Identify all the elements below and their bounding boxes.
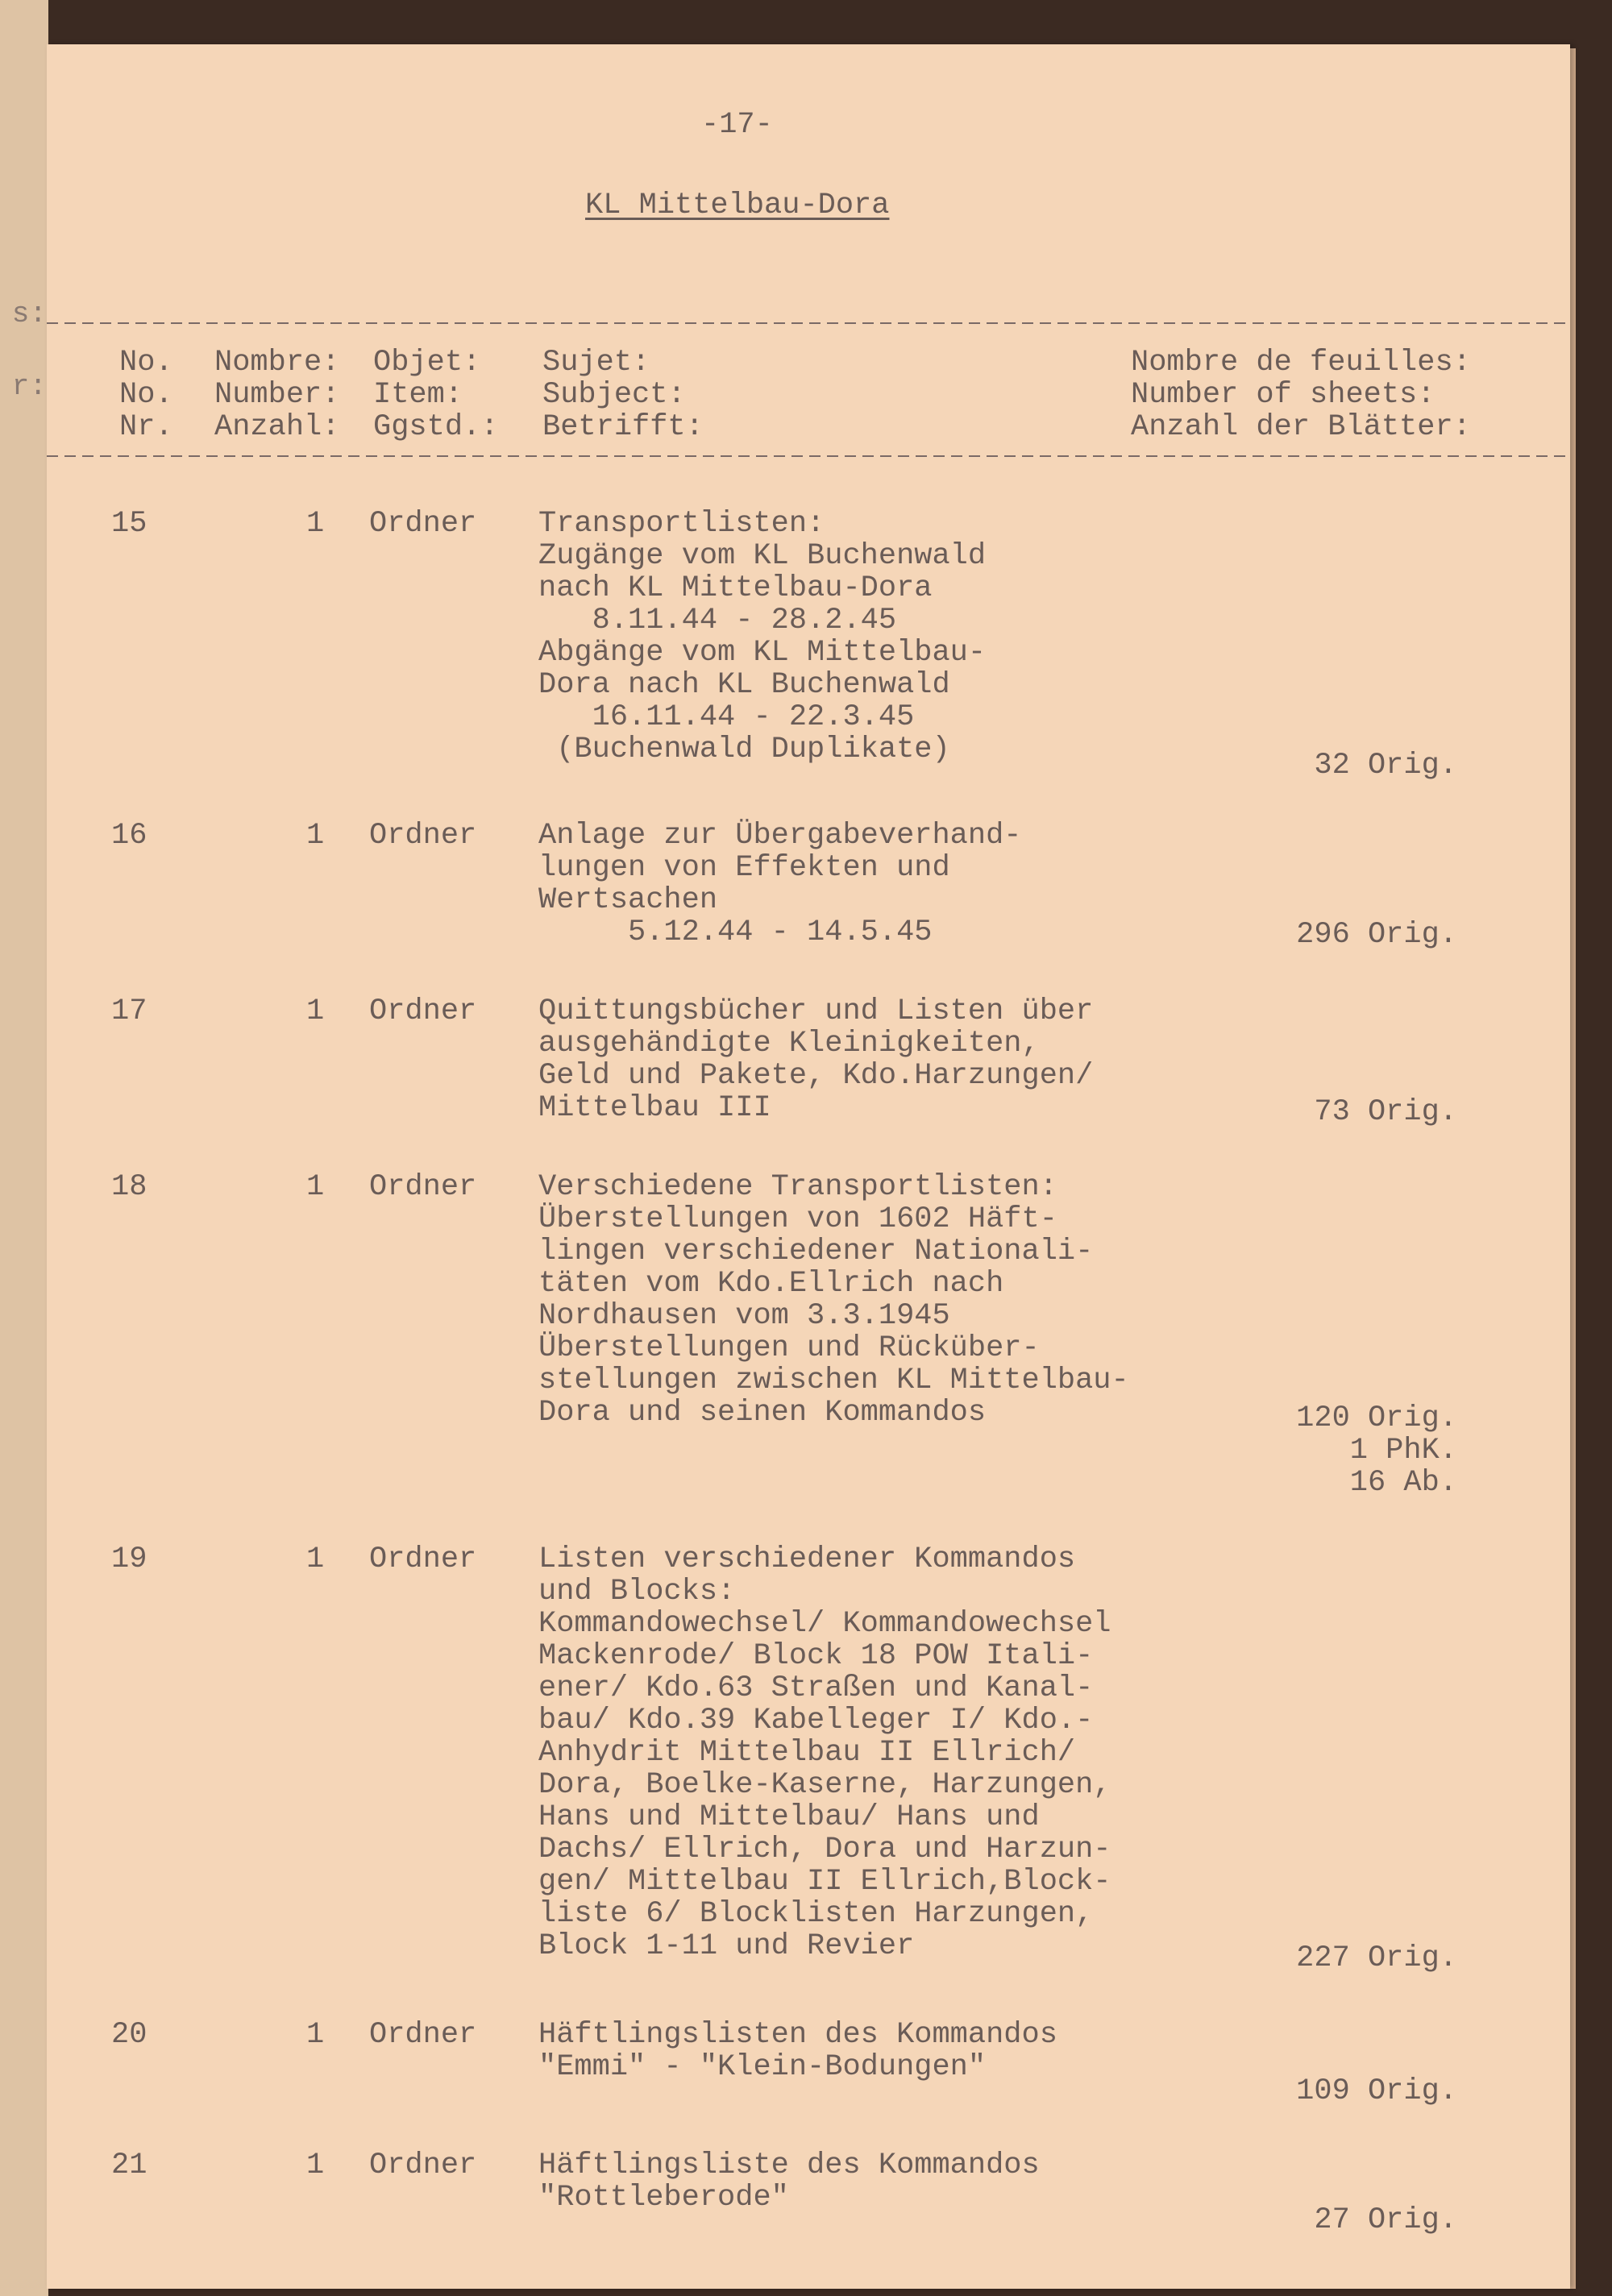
row-subject-line: (Buchenwald Duplikate) bbox=[538, 733, 950, 766]
row-sheets: 227 Orig. bbox=[1296, 1941, 1457, 1975]
row-sheets: 296 Orig. bbox=[1296, 918, 1457, 952]
row-subject-line: und Blocks: bbox=[538, 1575, 736, 1609]
header-no-fr: No. bbox=[119, 346, 173, 380]
row-subject-line: bau/ Kdo.39 Kabelleger I/ Kdo.- bbox=[538, 1704, 1094, 1738]
row-number: 18 bbox=[111, 1170, 147, 1204]
row-subject-line: Überstellungen und Rücküber- bbox=[538, 1331, 1040, 1365]
row-subject-line: Anlage zur Übergabeverhand- bbox=[538, 819, 1022, 853]
header-count-en: Number: bbox=[214, 378, 340, 412]
header-sheets-fr: Nombre de feuilles: bbox=[1131, 346, 1471, 380]
header-subject-fr: Sujet: bbox=[542, 346, 650, 380]
row-item: Ordner bbox=[369, 2149, 477, 2182]
row-subject-line: nach KL Mittelbau-Dora bbox=[538, 571, 933, 605]
header-item-de: Ggstd.: bbox=[373, 410, 499, 444]
row-sheets: 1 PhK. bbox=[1349, 1434, 1457, 1468]
row-subject-line: gen/ Mittelbau II Ellrich,Block- bbox=[538, 1865, 1111, 1899]
previous-page-edge bbox=[0, 0, 48, 2296]
header-count-fr: Nombre: bbox=[214, 346, 340, 380]
row-subject-line: lingen verschiedener Nationali- bbox=[538, 1235, 1094, 1268]
row-subject-line: Transportlisten: bbox=[538, 507, 825, 541]
header-rule-bottom bbox=[47, 455, 1570, 457]
row-subject-line: "Emmi" - "Klein-Bodungen" bbox=[538, 2050, 987, 2084]
row-subject-line: Häftlingsliste des Kommandos bbox=[538, 2149, 1040, 2182]
row-count: 1 bbox=[306, 2149, 325, 2182]
row-item: Ordner bbox=[369, 1170, 477, 1204]
header-count-de: Anzahl: bbox=[214, 410, 340, 444]
row-subject-line: täten vom Kdo.Ellrich nach bbox=[538, 1267, 1004, 1301]
row-subject-line: ener/ Kdo.63 Straßen und Kanal- bbox=[538, 1671, 1094, 1705]
row-subject-line: lungen von Effekten und bbox=[538, 851, 950, 885]
row-subject-line: Geld und Pakete, Kdo.Harzungen/ bbox=[538, 1059, 1094, 1093]
row-subject-line: Nordhausen vom 3.3.1945 bbox=[538, 1299, 950, 1333]
row-subject-line: Dachs/ Ellrich, Dora und Harzun- bbox=[538, 1833, 1111, 1866]
row-number: 17 bbox=[111, 994, 147, 1028]
row-subject-line: Mittelbau III bbox=[538, 1091, 771, 1125]
row-number: 16 bbox=[111, 819, 147, 853]
row-count: 1 bbox=[306, 1542, 325, 1576]
header-no-en: No. bbox=[119, 378, 173, 412]
row-subject-line: Wertsachen bbox=[538, 883, 718, 917]
row-count: 1 bbox=[306, 994, 325, 1028]
header-sheets-de: Anzahl der Blätter: bbox=[1131, 410, 1471, 444]
row-number: 15 bbox=[111, 507, 147, 541]
row-subject-line: Dora und seinen Kommandos bbox=[538, 1396, 987, 1430]
previous-page-fragment: s: bbox=[11, 297, 47, 330]
row-subject-line: Verschiedene Transportlisten: bbox=[538, 1170, 1057, 1204]
row-subject-line: 5.12.44 - 14.5.45 bbox=[538, 915, 933, 949]
page-title: KL Mittelbau-Dora bbox=[585, 189, 890, 222]
row-subject-line: Anhydrit Mittelbau II Ellrich/ bbox=[538, 1736, 1076, 1770]
row-subject-line: Listen verschiedener Kommandos bbox=[538, 1542, 1076, 1576]
row-sheets: 16 Ab. bbox=[1349, 1466, 1457, 1500]
row-subject-line: Kommandowechsel/ Kommandowechsel bbox=[538, 1607, 1111, 1641]
row-sheets: 120 Orig. bbox=[1296, 1401, 1457, 1435]
row-sheets: 73 Orig. bbox=[1314, 1095, 1457, 1129]
row-subject-line: Mackenrode/ Block 18 POW Itali- bbox=[538, 1639, 1094, 1673]
header-no-de: Nr. bbox=[119, 410, 173, 444]
row-item: Ordner bbox=[369, 994, 477, 1028]
row-count: 1 bbox=[306, 2018, 325, 2052]
header-item-en: Item: bbox=[373, 378, 463, 412]
row-subject-line: Hans und Mittelbau/ Hans und bbox=[538, 1800, 1040, 1834]
row-item: Ordner bbox=[369, 819, 477, 853]
row-subject-line: Überstellungen von 1602 Häft- bbox=[538, 1202, 1057, 1236]
row-subject-line: Dora nach KL Buchenwald bbox=[538, 668, 950, 702]
row-sheets: 109 Orig. bbox=[1296, 2074, 1457, 2108]
row-count: 1 bbox=[306, 1170, 325, 1204]
header-rule-top bbox=[47, 322, 1570, 324]
row-subject-line: Dora, Boelke-Kaserne, Harzungen, bbox=[538, 1768, 1111, 1802]
row-item: Ordner bbox=[369, 1542, 477, 1576]
row-subject-line: ausgehändigte Kleinigkeiten, bbox=[538, 1027, 1040, 1061]
page-number: -17- bbox=[701, 108, 773, 142]
document-page bbox=[47, 44, 1570, 2289]
header-sheets-en: Number of sheets: bbox=[1131, 378, 1435, 412]
header-item-fr: Objet: bbox=[373, 346, 481, 380]
row-item: Ordner bbox=[369, 2018, 477, 2052]
row-sheets: 32 Orig. bbox=[1314, 749, 1457, 783]
row-subject-line: 16.11.44 - 22.3.45 bbox=[538, 700, 915, 734]
row-subject-line: 8.11.44 - 28.2.45 bbox=[538, 604, 897, 637]
row-subject-line: Abgänge vom KL Mittelbau- bbox=[538, 636, 987, 670]
row-sheets: 27 Orig. bbox=[1314, 2203, 1457, 2237]
row-count: 1 bbox=[306, 507, 325, 541]
previous-page-fragment: r: bbox=[11, 370, 47, 403]
row-number: 19 bbox=[111, 1542, 147, 1576]
row-count: 1 bbox=[306, 819, 325, 853]
row-item: Ordner bbox=[369, 507, 477, 541]
row-number: 20 bbox=[111, 2018, 147, 2052]
row-subject-line: "Rottleberode" bbox=[538, 2181, 789, 2215]
row-subject-line: Block 1-11 und Revier bbox=[538, 1929, 915, 1963]
row-subject-line: liste 6/ Blocklisten Harzungen, bbox=[538, 1897, 1094, 1931]
row-number: 21 bbox=[111, 2149, 147, 2182]
row-subject-line: stellungen zwischen KL Mittelbau- bbox=[538, 1364, 1129, 1397]
header-subject-de: Betrifft: bbox=[542, 410, 704, 444]
row-subject-line: Zugänge vom KL Buchenwald bbox=[538, 539, 987, 573]
header-subject-en: Subject: bbox=[542, 378, 686, 412]
row-subject-line: Quittungsbücher und Listen über bbox=[538, 994, 1094, 1028]
row-subject-line: Häftlingslisten des Kommandos bbox=[538, 2018, 1057, 2052]
